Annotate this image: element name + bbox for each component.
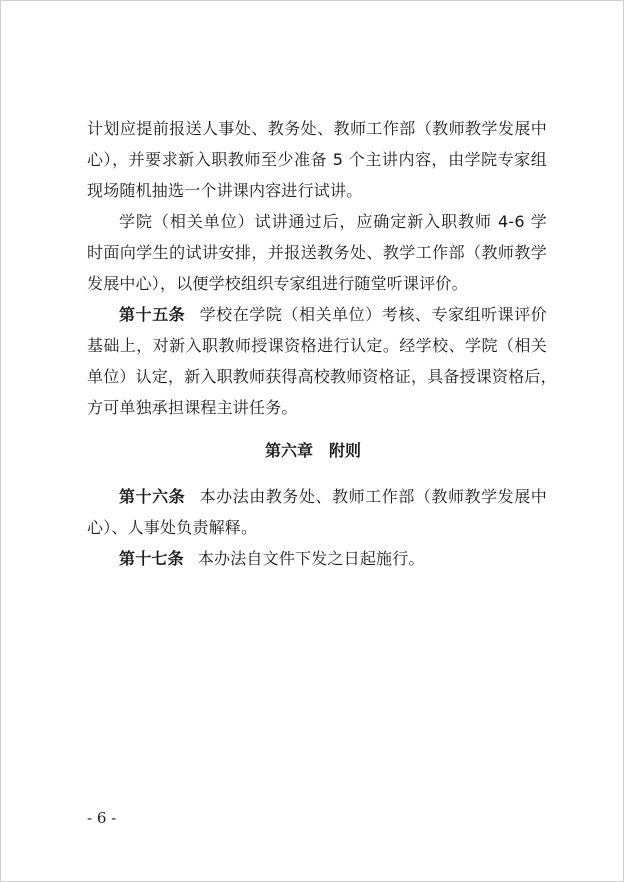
article-15-text: 学校在学院（相关单位）考核、专家组听课评价 bbox=[199, 305, 547, 324]
paragraph-line: 方可单独承担课程主讲任务。 bbox=[87, 398, 298, 417]
article-16-text: 本办法由教务处、教师工作部（教师教学发展中 bbox=[199, 487, 547, 506]
paragraph-line: 心）、人事处负责解释。 bbox=[87, 518, 258, 537]
paragraph-line: 发展中心），以便学校组织专家组进行随堂听课评价。 bbox=[87, 274, 468, 293]
paragraph-line: 时面向学生的试讲安排，并报送教务处、教学工作部（教师教学 bbox=[87, 243, 547, 262]
article-15-label: 第十五条 bbox=[119, 305, 186, 324]
chapter-heading: 第六章 附则 bbox=[264, 441, 361, 460]
paragraph-line: 计划应提前报送人事处、教务处、教师工作部（教师教学发展中 bbox=[87, 119, 547, 138]
article-15-first-line bbox=[119, 305, 547, 325]
article-17-text: 本办法自文件下发之日起施行。 bbox=[197, 549, 425, 568]
article-16-first-line bbox=[119, 487, 547, 507]
page-number: - 6 - bbox=[87, 809, 117, 827]
paragraph-line: 现场随机抽选一个讲课内容进行试讲。 bbox=[87, 181, 363, 200]
article-16-label: 第十六条 bbox=[119, 487, 186, 506]
paragraph-line: 心），并要求新入职教师至少准备 5 个主讲内容，由学院专家组 bbox=[87, 150, 547, 169]
paragraph-line: 学院（相关单位）试讲通过后，应确定新入职教师 4-6 学 bbox=[119, 212, 547, 231]
paragraph-line: 单位）认定，新入职教师获得高校教师资格证，具备授课资格后， bbox=[87, 367, 557, 386]
paragraph-line: 基础上，对新入职教师授课资格进行认定。经学校、学院（相关 bbox=[87, 336, 547, 355]
article-17-label: 第十七条 bbox=[119, 549, 184, 568]
article-17-line bbox=[119, 549, 547, 569]
